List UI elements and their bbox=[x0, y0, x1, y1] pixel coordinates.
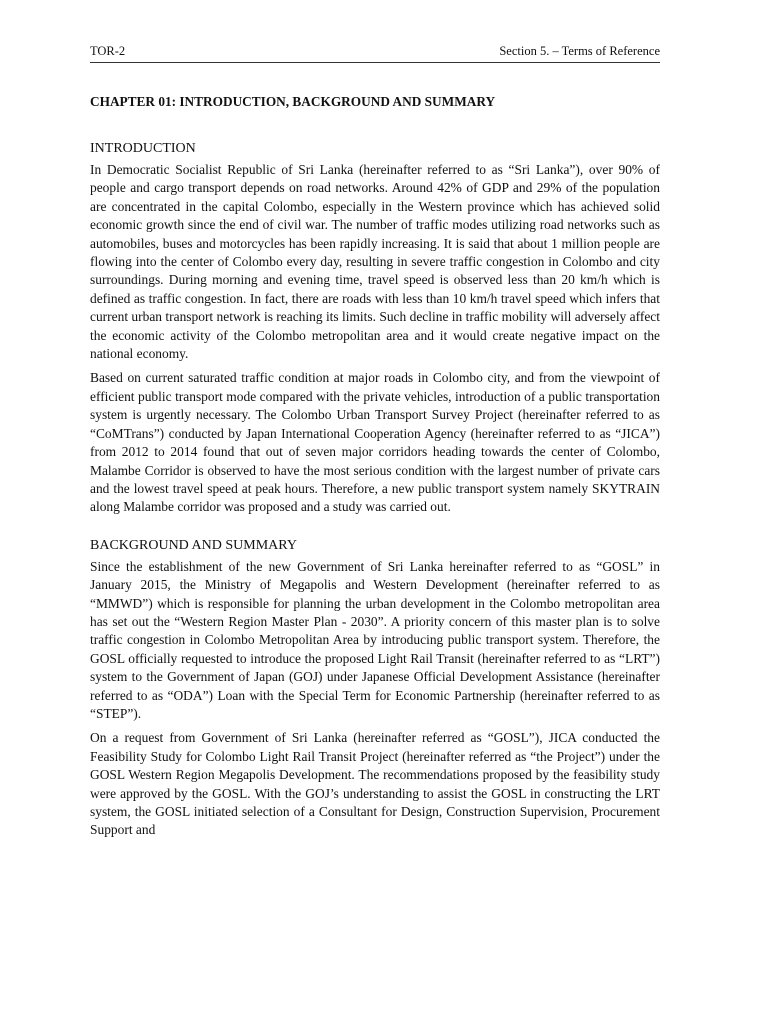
background-paragraph-2: On a request from Government of Sri Lanka (hereinafter referred as “GOSL”), JICA conducted the Feasibility Study for Colombo Light Rail Transit Project (hereinafter referred as “the Project”) under the GOSL Western Region Megapolis Development. The recommendations proposed by the feasibility study were approved by the GOSL. With the GOJ’s understanding to assist the GOSL in constructing the LRT system, the GOSL initiated selection of a Consultant for Design, Construction Supervision, Procurement Support and bbox=[90, 730, 660, 838]
header-section-title: Section 5. – Terms of Reference bbox=[499, 44, 660, 58]
header-document-code: TOR-2 bbox=[90, 44, 126, 58]
background-heading: BACKGROUND AND SUMMARY bbox=[90, 537, 297, 553]
chapter-title: CHAPTER 01: INTRODUCTION, BACKGROUND AND SUMMARY bbox=[90, 94, 496, 109]
introduction-heading: INTRODUCTION bbox=[90, 141, 196, 156]
page-header bbox=[90, 44, 660, 63]
document-body bbox=[90, 93, 660, 846]
introduction-paragraph-1: In Democratic Socialist Republic of Sri Lanka (hereinafter referred to as “Sri Lanka”), over 90% of people and cargo transport depends on road networks. Around 42% of GDP and 29% of the population are concentrated in the capital Colombo, especially in the Western province which has achieved solid economic growth since the end of civil war. The number of traffic modes utilizing road networks such as automobiles, buses and motorcycles has been rapidly increasing. It is said that about 1 million people are flowing into the center of Colombo every day, resulting in severe traffic congestion in Colombo and city surroundings. During morning and evening time, travel speed is observed less than 20 km/h which is defined as traffic congestion. In fact, there are roads with less than 10 km/h travel speed which infers that current urban transport network is reaching its limits. Such decline in traffic mobility will adversely affect the economic activity of the Colombo metropolitan area and it would create negative impact on the national economy. bbox=[90, 162, 660, 362]
introduction-paragraph-2: Based on current saturated traffic condition at major roads in Colombo city, and from the viewpoint of efficient public transport mode compared with the private vehicles, introduction of a public transportation system is urgently necessary. The Colombo Urban Transport Survey Project (hereinafter referred to as “CoMTrans”) conducted by Japan International Cooperation Agency (hereinafter referred to as “JICA”) from 2012 to 2014 found that out of seven major corridors heading towards the center of Colombo, Malambe Corridor is observed to have the most serious condition with the largest number of private cars and the lowest travel speed at peak hours. Therefore, a new public transport system namely SKYTRAIN along Malambe corridor was proposed and a study was carried out. bbox=[90, 370, 660, 515]
background-paragraph-1: Since the establishment of the new Government of Sri Lanka hereinafter referred to as “GOSL” in January 2015, the Ministry of Megapolis and Western Development (hereinafter referred to as “MMWD”) which is responsible for planning the urban development in the Colombo metropolitan area has set out the “Western Region Master Plan - 2030”. A priority concern of this master plan is to solve traffic congestion in Colombo Metropolitan Area by introducing public transport system. Therefore, the GOSL officially requested to introduce the proposed Light Rail Transit (hereinafter referred to as “LRT”) system to the Government of Japan (GOJ) under Japanese Official Development Assistance (hereinafter referred to as “ODA”) Loan with the Special Term for Economic Partnership (hereinafter referred to as “STEP”). bbox=[90, 558, 660, 721]
